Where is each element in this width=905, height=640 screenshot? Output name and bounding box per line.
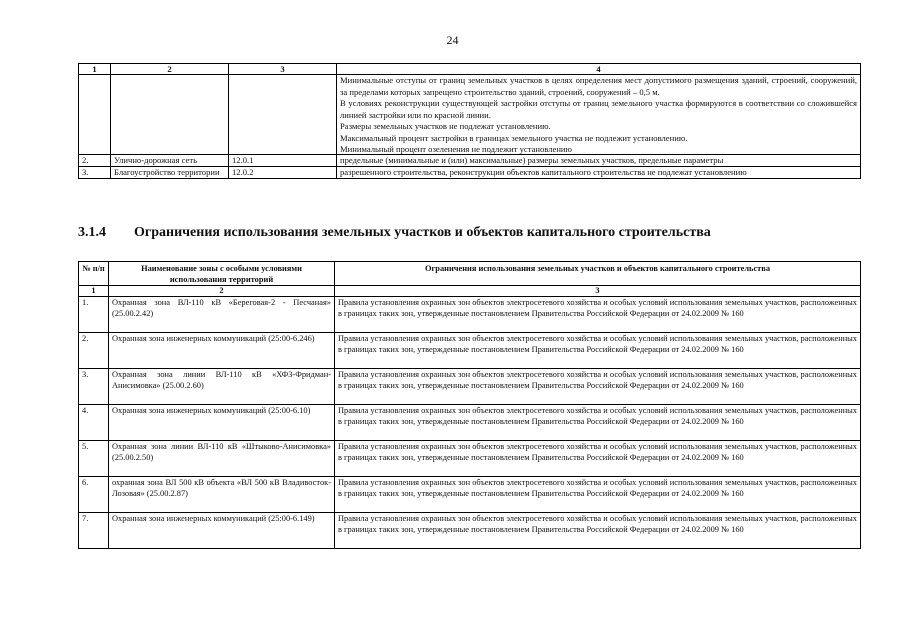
- zone-name: охранная зона ВЛ 500 кВ объекта «ВЛ 500 кВ Владивосток-Лозовая» (25.00.2.87): [109, 477, 335, 513]
- row-number: 7.: [79, 513, 109, 549]
- table-row: [79, 513, 861, 549]
- table-row: [79, 333, 861, 369]
- use-name: Благоустройство территории: [111, 166, 229, 178]
- header-num: № п/п: [79, 262, 109, 286]
- restriction-text: Правила установления охранных зон объектов электросетевого хозяйства и особых условий использования земельных участков, расположенных в границах таких зон, утвержденные постановлением Правительства Российской Федерации от 24.02.2009 № 160: [335, 369, 861, 405]
- row-number: 5.: [79, 441, 109, 477]
- zone-name: Охранная зона инженерных коммуникаций (25:00-6.149): [109, 513, 335, 549]
- parameters-cell: [337, 75, 861, 155]
- parameters-text: предельные (минимальные и (или) максимальные) размеры земельных участков, предельные параметры: [337, 154, 861, 166]
- section-title: Ограничения использования земельных участков и объектов капитального строительства: [134, 225, 711, 240]
- restriction-text: Правила установления охранных зон объектов электросетевого хозяйства и особых условий использования земельных участков, расположенных в границах таких зон, утвержденные постановлением Правительства Российской Федерации от 24.02.2009 № 160: [335, 477, 861, 513]
- row-number: 3.: [79, 369, 109, 405]
- table-row: [79, 154, 861, 166]
- land-use-table: [78, 63, 861, 179]
- column-number: 4: [337, 64, 861, 75]
- restriction-text: Правила установления охранных зон объектов электросетевого хозяйства и особых условий использования земельных участков, расположенных в границах таких зон, утвержденные постановлением Правительства Российской Федерации от 24.02.2009 № 160: [335, 333, 861, 369]
- zone-name: Охранная зона линии ВЛ-110 кВ «ХФЗ-Фридман-Анисимовка» (25.00.2.60): [109, 369, 335, 405]
- row-number: 4.: [79, 405, 109, 441]
- table-row: [79, 441, 861, 477]
- parameter-line: Размеры земельных участков не подлежат установлению.: [340, 121, 551, 132]
- use-code: 12.0.2: [229, 166, 337, 178]
- parameter-line: Минимальные отступы от границ земельных участков в целях определения мест допустимого размещения зданий, строений, сооружений, за пределами которых запрещено строительство зданий, строений, сооружений – 0,5 м.: [340, 75, 857, 97]
- row-number: 2.: [79, 333, 109, 369]
- restriction-text: Правила установления охранных зон объектов электросетевого хозяйства и особых условий использования земельных участков, расположенных в границах таких зон, утвержденные постановлением Правительства Российской Федерации от 24.02.2009 № 160: [335, 441, 861, 477]
- section-heading: [78, 225, 878, 241]
- restriction-text: Правила установления охранных зон объектов электросетевого хозяйства и особых условий использования земельных участков, расположенных в границах таких зон, утвержденные постановлением Правительства Российской Федерации от 24.02.2009 № 160: [335, 513, 861, 549]
- header-zone: Наименование зоны с особыми условиями использования территорий: [109, 262, 335, 286]
- column-number: 3: [335, 286, 861, 297]
- header-restrictions: Ограничения использования земельных участков и объектов капитального строительства: [335, 262, 861, 286]
- zone-name: Охранная зона линии ВЛ-110 кВ «Штыково-Анисимовка» (25.00.2.50): [109, 441, 335, 477]
- parameter-line: Максимальный процент застройки в границах земельного участка не подлежит установлению.: [340, 132, 688, 143]
- row-number: 6.: [79, 477, 109, 513]
- row-number: 1.: [79, 297, 109, 333]
- page-number: 24: [446, 33, 459, 47]
- restriction-text: Правила установления охранных зон объектов электросетевого хозяйства и особых условий использования земельных участков, расположенных в границах таких зон, утвержденные постановлением Правительства Российской Федерации от 24.02.2009 № 160: [335, 405, 861, 441]
- table-row: [79, 166, 861, 178]
- row-number: 2.: [79, 154, 111, 166]
- table-row: [79, 75, 861, 155]
- column-number: 1: [79, 64, 111, 75]
- row-number: 3.: [79, 166, 111, 178]
- column-number: 3: [229, 64, 337, 75]
- column-number: 1: [79, 286, 109, 297]
- table-row: [79, 405, 861, 441]
- parameters-text: разрешенного строительства, реконструкции объектов капитального строительства не подлежат установлению: [337, 166, 861, 178]
- parameter-line: Минимальный процент озеленения не подлежит установлению: [340, 143, 572, 154]
- parameter-line: В условиях реконструкции существующей застройки отступы от границ земельного участка формируются в соответствии со сложившейся линией застройки или по красной линии.: [340, 98, 857, 120]
- zone-name: Охранная зона инженерных коммуникаций (25:00-6.10): [109, 405, 335, 441]
- column-number: 2: [111, 64, 229, 75]
- restrictions-table: [78, 261, 861, 549]
- use-name: Улично-дорожная сеть: [111, 154, 229, 166]
- restriction-text: Правила установления охранных зон объектов электросетевого хозяйства и особых условий использования земельных участков, расположенных в границах таких зон, утвержденные постановлением Правительства Российской Федерации от 24.02.2009 № 160: [335, 297, 861, 333]
- table-row: [79, 477, 861, 513]
- table-row: [79, 369, 861, 405]
- table-row: [79, 297, 861, 333]
- table-header-row: [79, 262, 861, 286]
- column-number: 2: [109, 286, 335, 297]
- section-number: 3.1.4: [78, 225, 106, 240]
- column-number-row: [79, 286, 861, 297]
- zone-name: Охранная зона ВЛ-110 кВ «Береговая-2 - Песчаная» (25.00.2.42): [109, 297, 335, 333]
- use-code: 12.0.1: [229, 154, 337, 166]
- zone-name: Охранная зона инженерных коммуникаций (25:00-6.246): [109, 333, 335, 369]
- table-header-row: [79, 64, 861, 75]
